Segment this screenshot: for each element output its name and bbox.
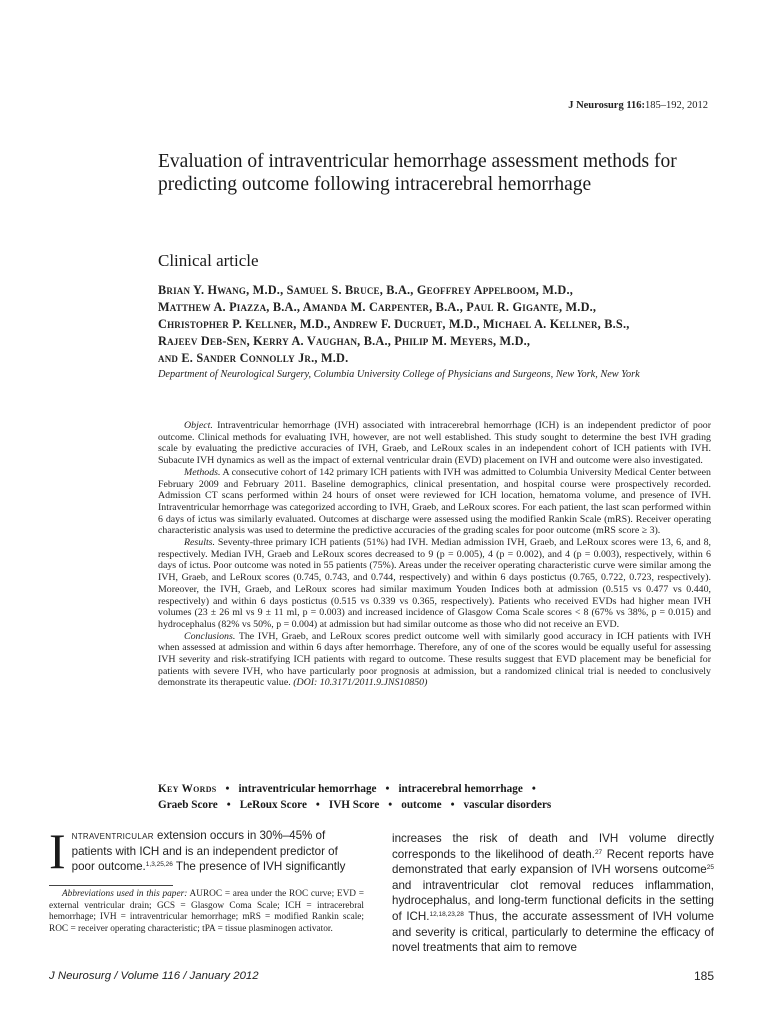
footer-journal: J Neurosurg / Volume 116 / January 2012 (49, 970, 259, 982)
author-line: Matthew A. Piazza, B.A., Amanda M. Carpenter, B.A., Paul R. Gigante, M.D., (158, 300, 597, 314)
citation-ref: 27 (594, 848, 603, 856)
keyword-bullet: • (225, 783, 230, 795)
intro-lead: ntraventricular (71, 829, 154, 842)
journal-pages: 185–192, 2012 (645, 100, 708, 111)
keyword: intraventricular hemorrhage (238, 783, 377, 795)
abstract-results (158, 537, 711, 631)
keyword-bullet: • (315, 798, 320, 811)
citation-ref: 12,18,23,28 (429, 910, 464, 918)
keyword-bullet: • (531, 783, 536, 795)
article-title: Evaluation of intraventricular hemorrhage assessment methods for predicting outcome following intracerebral hemorrhage (158, 151, 677, 195)
section-label: Conclusions. (184, 630, 236, 642)
author-list (158, 282, 718, 367)
keyword-bullet: • (226, 798, 231, 811)
body-text: and intraventricular clot removal reduces inflammation, hydrocephalus, and long-term functional deficits in the setting of ICH. (392, 878, 714, 923)
keywords-line (158, 782, 718, 798)
keyword-bullet: • (450, 798, 455, 811)
intro-text: extension occurs in 30%–45% of patients with ICH and is an independent predictor of poor outcome. (71, 829, 338, 873)
abbreviations-footnote (49, 889, 364, 935)
intro-paragraph (49, 823, 364, 879)
section-text: The IVH, Graeb, and LeRoux scores predict outcome well with similarly good accuracy in ICH patients with IVH when assessed at admission and within 6 days after hemorrhage. Therefore, any of one of the scores would be equally useful for assessing IVH severity and risk-stratifying ICH patients with regard to outcome. These results suggest that EVD placement may be beneficial for patients with severe IVH, who have particularly poor prognosis at admission, but a randomized clinical trial is needed to conclusively demonstrate its therapeutic value. (158, 630, 711, 689)
keywords (158, 782, 718, 813)
affiliation: Department of Neurological Surgery, Columbia University College of Physicians and Surgeons, New York, New York (158, 369, 640, 380)
section-text: Intraventricular hemorrhage (IVH) associated with intracerebral hemorrhage (ICH) is an independent predictor of poor outcome. Clinical methods for evaluating IVH, however, are not well established. This study sought to determine the best IVH grading scale by evaluating the predictive accuracies of IVH, Graeb, and LeRoux scales in an independent cohort of ICH patients with IVH. Subacute IVH dynamics as well as the impact of external ventricular drain (EVD) placement on IVH and outcome were also investigated. (158, 420, 711, 467)
journal-citation (568, 100, 708, 111)
abstract-methods (158, 467, 711, 537)
section-label: Methods. (184, 466, 221, 478)
doi: (DOI: 10.3171/2011.9.JNS10850) (293, 677, 428, 689)
abbreviations-text: AUROC = area under the ROC curve; EVD = external ventricular drain; GCS = Glasgow Coma Scale; ICH = intracerebral hemorrhage; IVH = intraventricular hemorrhage; mRS = modified Rankin scale; ROC = receiver operating characteristic; tPA = tissue plasminogen activator. (49, 889, 364, 934)
intro-text: The presence of IVH significantly (172, 860, 346, 873)
keyword: IVH Score (328, 798, 380, 811)
body-text: Thus, the accurate assessment of IVH volume and severity is critical, particularly to determine the efficacy of novel treatments that aim to remove (392, 909, 714, 955)
keyword: intracerebral hemorrhage (398, 783, 523, 795)
keyword: Graeb Score (158, 798, 218, 811)
abbreviations-label: Abbreviations used in this paper: (62, 889, 188, 899)
citation-ref: 25 (706, 864, 714, 872)
abstract (158, 420, 711, 689)
keyword: vascular disorders (463, 798, 552, 811)
footnote-divider (49, 885, 173, 886)
citation-ref: 1,3,25,26 (145, 861, 173, 868)
left-column (49, 823, 364, 934)
article-type: Clinical article (158, 251, 259, 270)
section-text: A consecutive cohort of 142 primary ICH patients with IVH was admitted to Columbia University Medical Center between February 2009 and February 2011. Baseline demographics, clinical presentation, and hospital course were prospectively recorded. Admission CT scans performed within 24 hours of onset were reviewed for ICH location, hematoma volume, and presence of IVH. Intraventricular hemorrhage was categorized according to IVH, Graeb, and LeRoux scores. For each patient, the last scan performed within 6 days of ictus was similarly evaluated. Outcomes at discharge were assessed using the modified Rankin Scale (mRS). Receiver operating characteristic analysis was used to determine the predictive accuracies of the grading scales for poor outcome (mRS score ≥ 3). (158, 466, 711, 537)
journal-volume: J Neurosurg 116: (568, 100, 645, 111)
keyword: LeRoux Score (239, 798, 307, 811)
author-line: Christopher P. Kellner, M.D., Andrew F. Ducruet, M.D., Michael A. Kellner, B.S., (158, 317, 630, 331)
page-number: 185 (693, 969, 714, 983)
keywords-line (158, 798, 718, 814)
author-line: and E. Sander Connolly Jr., M.D. (158, 351, 349, 365)
abstract-object (158, 420, 711, 467)
keyword-bullet: • (388, 798, 393, 811)
section-label: Object. (184, 420, 213, 431)
keyword: outcome (401, 798, 442, 811)
section-text: Seventy-three primary ICH patients (51%) had IVH. Median admission IVH, Graeb, and LeRoux scores were 13, 6, and 8, respectively. Median IVH, Graeb and LeRoux scores decreased to 9 (p = 0.005), 4 (p = 0.002), and 4 (p = 0.003), respectively, within 6 days of ictus. Poor outcome was noted in 55 patients (75%). Areas under the receiver operating characteristic curve were similar among the IVH, Graeb, and LeRoux scores (0.745, 0.743, and 0.744, respectively) and within 6 days postictus (0.765, 0.722, 0.723, respectively). Moreover, the IVH, Graeb, and LeRoux scores had similar maximum Youden Indices both at admission (0.515 vs 0.477 vs 0.440, respectively) and within 6 days postictus (0.515 vs 0.339 vs 0.365, respectively). Patients who received EVDs had higher mean IVH volumes (23 ± 26 ml vs 9 ± 11 ml, p = 0.003) and increased incidence of Glasgow Coma Scale scores < 8 (67% vs 38%, p = 0.015) and hydrocephalus (82% vs 50%, p = 0.004) at admission but had similar outcome as those who did not receive an EVD. (158, 537, 711, 630)
keyword-bullet: • (385, 783, 390, 795)
author-line: Rajeev Deb-Sen, Kerry A. Vaughan, B.A., Philip M. Meyers, M.D., (158, 334, 531, 348)
author-line: Brian Y. Hwang, M.D., Samuel S. Bruce, B.A., Geoffrey Appelboom, M.D., (158, 283, 574, 297)
abstract-conclusions (158, 631, 711, 690)
drop-cap: I (49, 823, 66, 879)
keywords-label: Key Words (158, 783, 217, 795)
body-text: increases the risk of death and IVH volume directly corresponds to the likelihood of death. (392, 832, 714, 861)
section-label: Results. (184, 537, 215, 549)
body-text: Recent reports have demonstrated that early expansion of IVH worsens outcome (392, 847, 714, 877)
right-column (392, 831, 714, 956)
